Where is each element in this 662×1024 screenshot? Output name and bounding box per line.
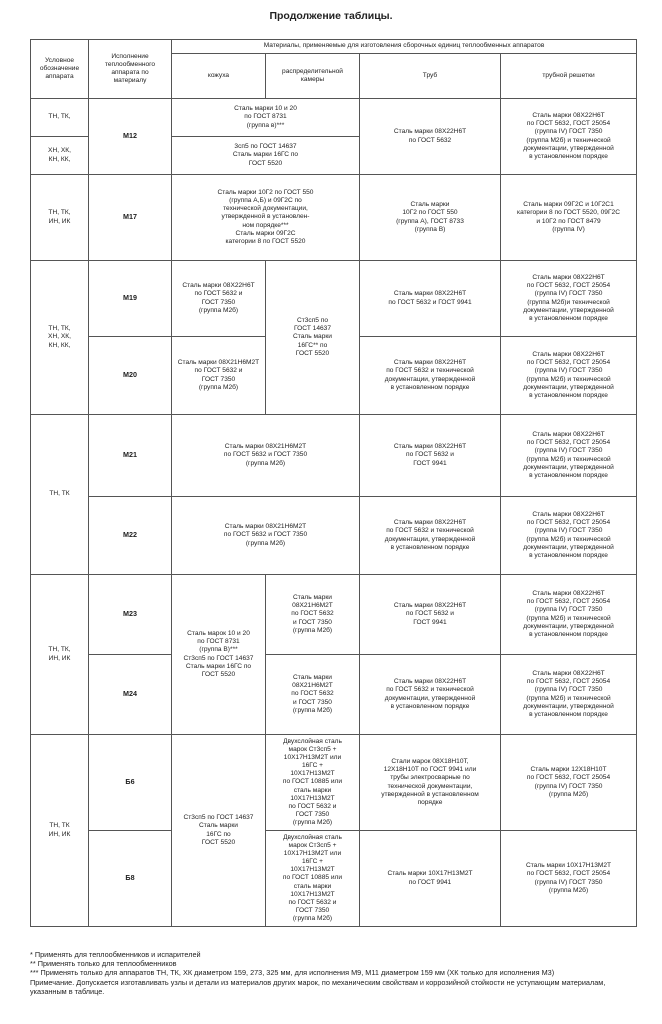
- execution-cell: М20: [89, 337, 172, 415]
- note: Примечание. Допускается изготавливать узлы и детали из материалов других марок, по механическим свойствам и коррозийной стойкости не уступающим материалам, указанным в таблице.: [30, 977, 606, 996]
- tube-cell: Сталь марки 10Г2 по ГОСТ 550 (группа А), ГОСТ 8733 (группа В): [360, 175, 501, 261]
- execution-cell: М24: [89, 655, 172, 735]
- designation-cell: ТН, ТК,: [31, 99, 89, 137]
- execution-cell: Б8: [89, 831, 172, 927]
- designation-cell: ТН, ТК, ИН, ИК: [31, 175, 89, 261]
- footnote: * Применять для теплообменников и испарителей: [30, 950, 201, 959]
- shell-chamber-cell: 3сп5 по ГОСТ 14637 Сталь марки 16ГС по ГОСТ 5520: [172, 137, 360, 175]
- tubesheet-cell: Сталь марки 08Х22Н6Т по ГОСТ 5632, ГОСТ 25054 (группа IV) ГОСТ 7350 (группа М2б)и технической документации, утвержденной в установленном порядке: [501, 261, 637, 337]
- page-title: Продолжение таблицы.: [269, 10, 393, 22]
- chamber-cell: Двухслойная сталь марок Ст3сп5 + 10Х17Н13М2Т или 16ГС + 10Х17Н13М2Т по ГОСТ 10885 или сталь марки 10Х17Н13М2Т по ГОСТ 5632 и ГОСТ 7350 (группа М2б): [266, 735, 360, 831]
- tube-cell: Стали марок 08Х18Н10Т, 12Х18Н10Т по ГОСТ 9941 или трубы электросварные по технической документации, утвержденной в установленном порядке: [360, 735, 501, 831]
- tubesheet-cell: Сталь марки 08Х22Н6Т по ГОСТ 5632, ГОСТ 25054 (группа IV) ГОСТ 7350 (группа М2б) и технической документации, утвержденной в установленном порядке: [501, 575, 637, 655]
- designation-cell: ТН, ТК, ИН, ИК: [31, 575, 89, 735]
- execution-cell: Б6: [89, 735, 172, 831]
- execution-cell: М19: [89, 261, 172, 337]
- shell-cell: Сталь марки 08Х21Н6М2Т по ГОСТ 5632 и ГОСТ 7350 (группа М2б): [172, 337, 266, 415]
- header-materials-group: Материалы, применяемые для изготовления сборочных единиц теплообменных аппаратов: [172, 40, 637, 54]
- execution-cell: М12: [89, 99, 172, 175]
- header-execution: Исполнение теплообменного аппарата по материалу: [89, 40, 172, 99]
- tubesheet-cell: Сталь марки 09Г2С и 10Г2С1 категории 8 по ГОСТ 5520, 09Г2С и 10Г2 по ГОСТ 8479 (группа IV): [501, 175, 637, 261]
- execution-cell: М21: [89, 415, 172, 497]
- execution-cell: М22: [89, 497, 172, 575]
- tube-cell: Сталь марки 08Х22Н6Т по ГОСТ 5632 и ГОСТ 9941: [360, 415, 501, 497]
- materials-table: [30, 39, 637, 927]
- designation-cell: ТН, ТК ИН, ИК: [31, 735, 89, 927]
- header-shell: кожуха: [172, 54, 266, 99]
- footnote: ** Применять только для теплообменников: [30, 959, 177, 969]
- header-tubesheet: трубной решетки: [501, 54, 637, 99]
- tube-cell: Сталь марки 08Х22Н6Т по ГОСТ 5632 и технической документации, утвержденной в установленном порядке: [360, 655, 501, 735]
- tubesheet-cell: Сталь марки 08Х22Н6Т по ГОСТ 5632, ГОСТ 25054 (группа IV) ГОСТ 7350 (группа М2б) и технической документации, утвержденной в установленном порядке: [501, 497, 637, 575]
- header-designation: Условное обозначение аппарата: [31, 40, 89, 99]
- shell-cell: Сталь марок 10 и 20 по ГОСТ 8731 (группа В)*** Ст3сп5 по ГОСТ 14637 Сталь марки 16ГС по ГОСТ 5520: [172, 575, 266, 735]
- tube-cell: Сталь марки 08Х22Н6Т по ГОСТ 5632 и технической документации, утвержденной в установленном порядке: [360, 337, 501, 415]
- tubesheet-cell: Сталь марки 10Х17Н13М2Т по ГОСТ 5632, ГОСТ 25054 (группа IV) ГОСТ 7350 (группа М2б): [501, 831, 637, 927]
- footnotes: [30, 950, 640, 996]
- tubesheet-cell: Сталь марки 08Х22Н6Т по ГОСТ 5632, ГОСТ 25054 (группа IV) ГОСТ 7350 (группа М2б) и технической документации, утвержденной в установленном порядке: [501, 655, 637, 735]
- header-chamber: распределительной камеры: [266, 54, 360, 99]
- designation-cell: ТН, ТК, ХН, ХК, КН, КК,: [31, 261, 89, 415]
- chamber-cell: Ст3сп5 по ГОСТ 14637 Сталь марки 16ГС** по ГОСТ 5520: [266, 261, 360, 415]
- tube-cell: Сталь марки 08Х22Н6Т по ГОСТ 5632 и технической документации, утвержденной в установленном порядке: [360, 497, 501, 575]
- chamber-cell: Двухслойная сталь марок Ст3сп5 + 10Х17Н13М2Т или 16ГС + 10Х17Н13М2Т по ГОСТ 10885 или сталь марки 10Х17Н13М2Т по ГОСТ 5632 и ГОСТ 7350 (группа М2б): [266, 831, 360, 927]
- shell-cell: Ст3сп5 по ГОСТ 14637 Сталь марки 16ГС по ГОСТ 5520: [172, 735, 266, 927]
- designation-cell: ТН, ТК: [31, 415, 89, 575]
- footnote: *** Применять только для аппаратов ТН, ТК, ХК диаметром 159, 273, 325 мм, для исполнения М9, М11 диаметром 159 мм (ХК только для исполнения М3): [30, 968, 555, 978]
- execution-cell: М17: [89, 175, 172, 261]
- shell-chamber-cell: Сталь марки 08Х21Н6М2Т по ГОСТ 5632 и ГОСТ 7350 (группа М2б): [172, 415, 360, 497]
- chamber-cell: Сталь марки 08Х21Н6М2Т по ГОСТ 5632 и ГОСТ 7350 (группа М2б): [266, 575, 360, 655]
- header-tube: Труб: [360, 54, 501, 99]
- shell-chamber-cell: Сталь марки 10 и 20 по ГОСТ 8731 (группа в)***: [172, 99, 360, 137]
- tubesheet-cell: Сталь марки 08Х22Н6Т по ГОСТ 5632, ГОСТ 25054 (группа IV) ГОСТ 7350 (группа М2б) и технической документации, утвержденной в установленном порядке: [501, 415, 637, 497]
- chamber-cell: Сталь марки 08Х21Н6М2Т по ГОСТ 5632 и ГОСТ 7350 (группа М2б): [266, 655, 360, 735]
- designation-cell: ХН, ХК, КН, КК,: [31, 137, 89, 175]
- shell-chamber-cell: Сталь марки 10Г2 по ГОСТ 550 (группа А,Б) и 09Г2С по технической документации, утвержденной в установлен- ном порядке*** Сталь марки 09Г2С категории 8 по ГОСТ 5520: [172, 175, 360, 261]
- tubesheet-cell: Сталь марки 12Х18Н10Т по ГОСТ 5632, ГОСТ 25054 (группа IV) ГОСТ 7350 (группа М2б): [501, 735, 637, 831]
- shell-chamber-cell: Сталь марки 08Х21Н6М2Т по ГОСТ 5632 и ГОСТ 7350 (группа М2б): [172, 497, 360, 575]
- tube-cell: Сталь марки 10Х17Н13М2Т по ГОСТ 9941: [360, 831, 501, 927]
- tubesheet-cell: Сталь марки 08Х22Н6Т по ГОСТ 5632, ГОСТ 25054 (группа IV) ГОСТ 7350 (группа М2б) и технической документации, утвержденной в установленном порядке: [501, 337, 637, 415]
- execution-cell: М23: [89, 575, 172, 655]
- shell-cell: Сталь марки 08Х22Н6Т по ГОСТ 5632 и ГОСТ 7350 (группа М2б): [172, 261, 266, 337]
- tube-cell: Сталь марки 08Х22Н6Т по ГОСТ 5632: [360, 99, 501, 175]
- tubesheet-cell: Сталь марки 08Х22Н6Т по ГОСТ 5632, ГОСТ 25054 (группа IV) ГОСТ 7350 (группа М2б) и технической документации, утвержденной в установленном порядке: [501, 99, 637, 175]
- tube-cell: Сталь марки 08Х22Н6Т по ГОСТ 5632 и ГОСТ 9941: [360, 261, 501, 337]
- tube-cell: Сталь марки 08Х22Н6Т по ГОСТ 5632 и ГОСТ 9941: [360, 575, 501, 655]
